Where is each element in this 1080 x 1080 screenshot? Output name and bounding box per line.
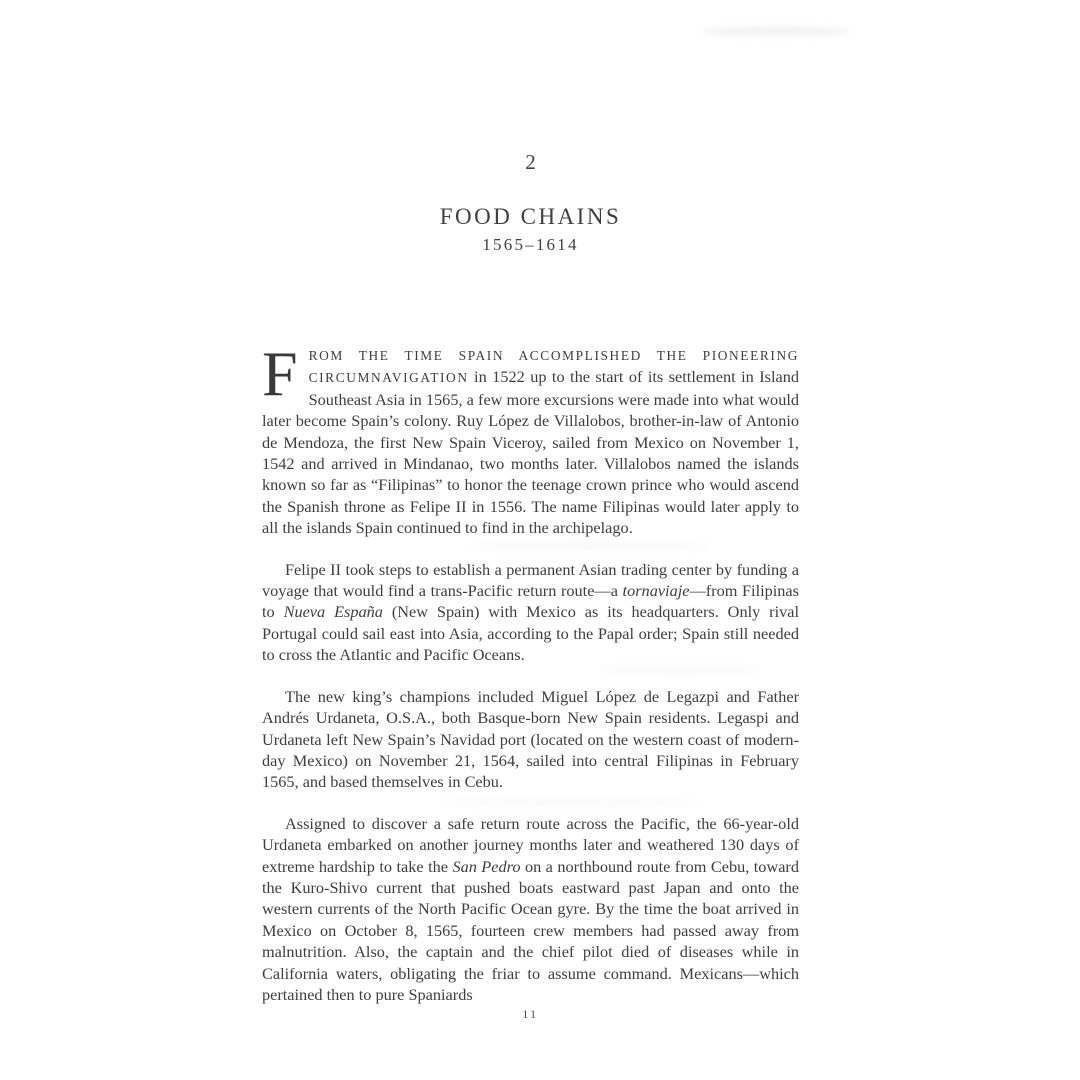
chapter-date-range: 1565–1614 <box>482 235 579 254</box>
paragraph-text: ROM THE TIME SPAIN ACCOMPLISHED THE PIONEERING CIRCUMNAVIGATION in 1522 up to the start of its settlement in Island Southeast Asia in 1565, a few more excursions were made into what would later become Spain’s colony. Ruy López de Villalobos, brother-in-law of Antonio de Mendoza, the first New Spain Viceroy, sailed from Mexico on November 1, 1542 and arrived in Mindanao, two months later. Villalobos named the islands known so far as “Filipinas” to honor the teenage crown prince who would ascend the Spanish throne as Felipe II in 1556. The name Filipinas would later apply to all the islands Spain continued to find in the archipelago. <box>262 348 799 538</box>
paragraph: Assigned to discover a safe return route across the Pacific, the 66-year-old Urdaneta embarked on another journey months later and weathered 130 days of extreme hardship to take the San Pedro on a northbound route from Cebu, toward the Kuro-Shivo current that pushed boats eastward past Japan and onto the western currents of the North Pacific Ocean gyre. By the time the boat arrived in Mexico on October 8, 1565, fourteen crew members had passed away from malnutrition. Also, the captain and the chief pilot died of diseases while in California waters, obligating the friar to assume command. Mexicans—which pertained then to pure Spaniards <box>262 813 799 1004</box>
scan-artifact <box>702 27 852 36</box>
paragraph: The new king’s champions included Miguel López de Legazpi and Father Andrés Urdaneta, O.S.A., both Basque-born New Spain residents. Legaspi and Urdaneta left New Spain’s Navidad port (located on the western coast of modern-day Mexico) on November 21, 1564, sailed into central Filipinas in February 1565, and based themselves in Cebu. <box>262 686 799 792</box>
chapter-header <box>262 150 799 255</box>
chapter-title: FOOD CHAINS <box>439 204 622 229</box>
paragraph: Felipe II took steps to establish a permanent Asian trading center by funding a voyage that would find a trans-Pacific return route—a tornaviaje—from Filipinas to Nueva España (New Spain) with Mexico as its headquarters. Only rival Portugal could sail east into Asia, according to the Papal order; Spain still needed to cross the Atlantic and Pacific Oceans. <box>262 559 799 665</box>
paragraph <box>262 338 799 539</box>
chapter-number: 2 <box>525 150 536 174</box>
page-number: 11 <box>522 1009 539 1021</box>
body-text <box>262 338 799 1005</box>
drop-cap: F <box>262 338 298 409</box>
